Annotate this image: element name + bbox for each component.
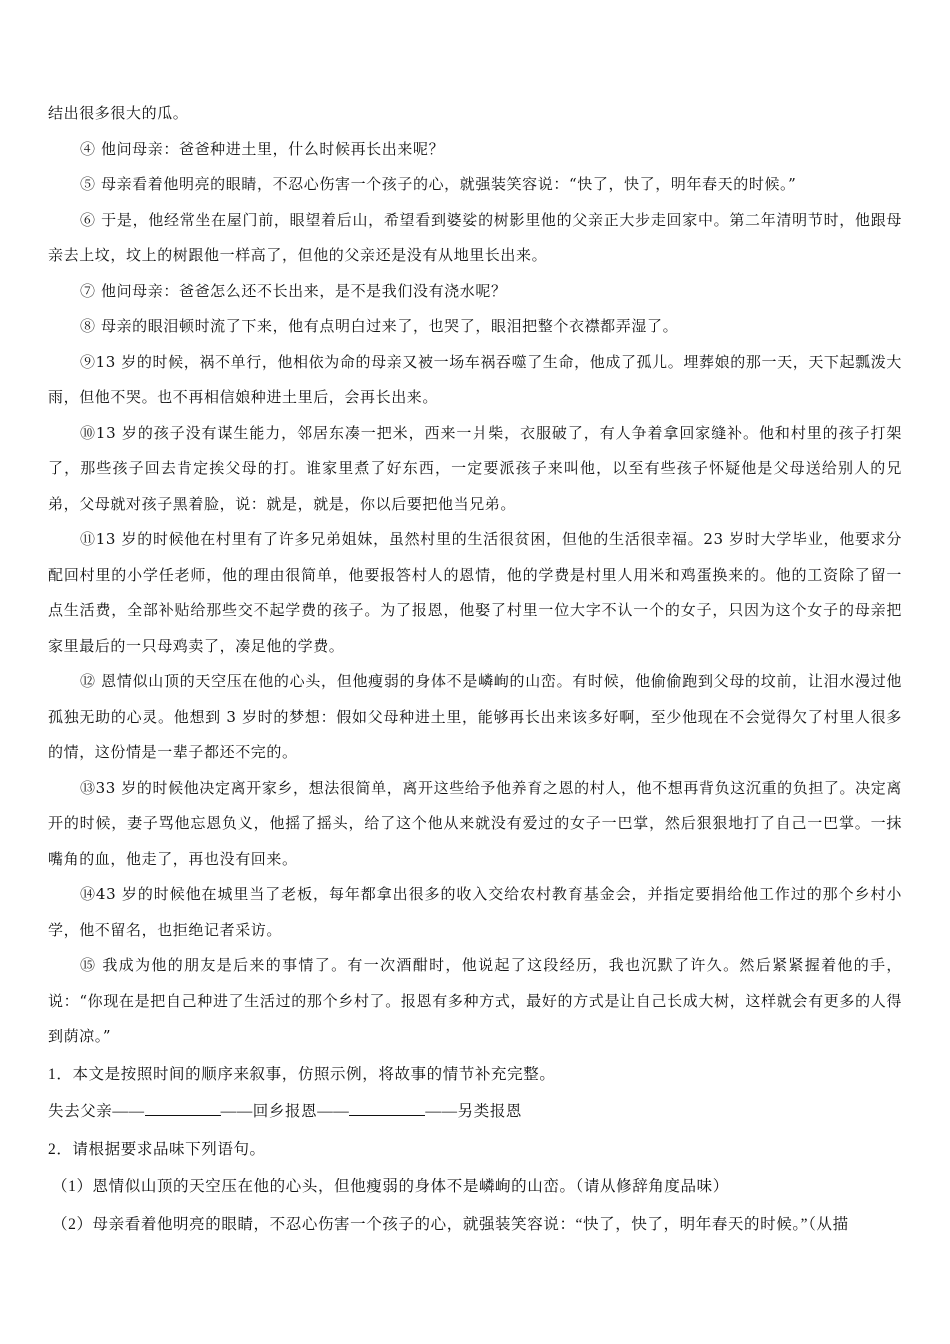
question-2-2: （2）母亲看着他明亮的眼睛，不忍心伤害一个孩子的心，就强装笑容说：“快了，快了，明年春天的时候。”（从描 (52, 1215, 849, 1233)
plot-segment-3: ——另类报恩 (425, 1103, 523, 1120)
paragraph-7: ⑦ 他问母亲：爸爸怎么还不长出来，是不是我们没有浇水呢？ (80, 281, 507, 300)
paragraph-8: ⑧ 母亲的眼泪顿时流了下来，他有点明白过来了，也哭了，眼泪把整个衣襟都弄湿了。 (80, 317, 679, 335)
paragraph-10: ⑩13 岁的孩子没有谋生能力，邻居东凑一把米，西来一爿柴，衣服破了，有人争着拿回家缝补。他和村里的孩子打架了，那些孩子回去肯定挨父母的打。谁家里煮了好东西，一定要派孩子来叫他，以至有些孩子怀疑他是父母送给别人的兄弟，父母就对孩子黑着脸，说：就是，就是，你以后要把他当兄弟。 (48, 423, 902, 513)
paragraph-4: ④ 他问母亲：爸爸种进土里，什么时候再长出来呢？ (80, 139, 445, 158)
paragraph-5: ⑤ 母亲看着他明亮的眼睛，不忍心伤害一个孩子的心，就强装笑容说：“快了，快了，明年春天的时候。” (80, 175, 797, 193)
paragraph-13: ⑬33 岁的时候他决定离开家乡，想法很简单，离开这些给予他养育之恩的村人，他不想再背负这沉重的负担了。决定离开的时候，妻子骂他忘恩负义，他摇了摇头，给了这个他从来就没有爱过的女子一巴掌，然后狠狠地打了自己一巴掌。一抹嘴角的血，他走了，再也没有回来。 (48, 778, 902, 868)
answer-blank-1[interactable] (145, 1101, 221, 1116)
question-1: 1．本文是按照时间的顺序来叙事，仿照示例，将故事的情节补充完整。 (48, 1065, 556, 1083)
paragraph-14: ⑭43 岁的时候他在城里当了老板，每年都拿出很多的收入交给农村教育基金会，并指定要捐给他工作过的那个乡村小学，他不留名，也拒绝记者采访。 (48, 885, 902, 939)
paragraph-6: ⑥ 于是，他经常坐在屋门前，眼望着后山，希望看到婆娑的树影里他的父亲正大步走回家中。第二年清明节时，他跟母亲去上坟，坟上的树跟他一样高了，但他的父亲还是没有从地里长出来。 (48, 210, 902, 264)
paragraph-11: ⑪13 岁的时候他在村里有了许多兄弟姐妹，虽然村里的生活很贫困，但他的生活很幸福。23 岁时大学毕业，他要求分配回村里的小学任老师，他的理由很简单，他要报答村人的恩情，他的学费是村里人用米和鸡蛋换来的。他的工资除了留一点生活费，全部补贴给那些交不起学费的孩子。为了报恩，他娶了村里一位大字不认一个的女子，只因为这个女子的母亲把家里最后的一只母鸡卖了，凑足他的学费。 (48, 530, 902, 655)
paragraph-continuation: 结出很多很大的瓜。 (48, 104, 189, 122)
question-1-plot-line (48, 1094, 902, 1130)
answer-blank-2[interactable] (349, 1101, 425, 1116)
plot-segment-1: 失去父亲—— (48, 1103, 145, 1120)
question-2-1: （1）恩情似山顶的天空压在他的心头，但他瘦弱的身体不是嶙峋的山峦。（请从修辞角度品味） (52, 1178, 729, 1195)
paragraph-12: ⑫ 恩情似山顶的天空压在他的心头，但他瘦弱的身体不是嶙峋的山峦。有时候，他偷偷跑到父母的坟前，让泪水漫过他孤独无助的心灵。他想到 3 岁时的梦想：假如父母种进土里，能够再长出来该多好啊，至少他现在不会觉得欠了村里人很多的情，这份情是一辈子都还不完的。 (48, 672, 902, 761)
paragraph-9: ⑨13 岁的时候，祸不单行，他相依为命的母亲又被一场车祸吞噬了生命，他成了孤儿。埋葬娘的那一天，天下起瓢泼大雨，但他不哭。也不再相信娘种进土里后，会再长出来。 (48, 352, 902, 406)
question-2: 2．请根据要求品味下列语句。 (48, 1140, 266, 1158)
paragraph-15: ⑮ 我成为他的朋友是后来的事情了。有一次酒酣时，他说起了这段经历，我也沉默了许久。然后紧紧握着他的手，说：“你现在是把自己种进了生活过的那个乡村了。报恩有多种方式，最好的方式是让自己长成大树，这样就会有更多的人得到荫凉。” (48, 956, 902, 1045)
plot-segment-2: ——回乡报恩—— (220, 1103, 350, 1120)
